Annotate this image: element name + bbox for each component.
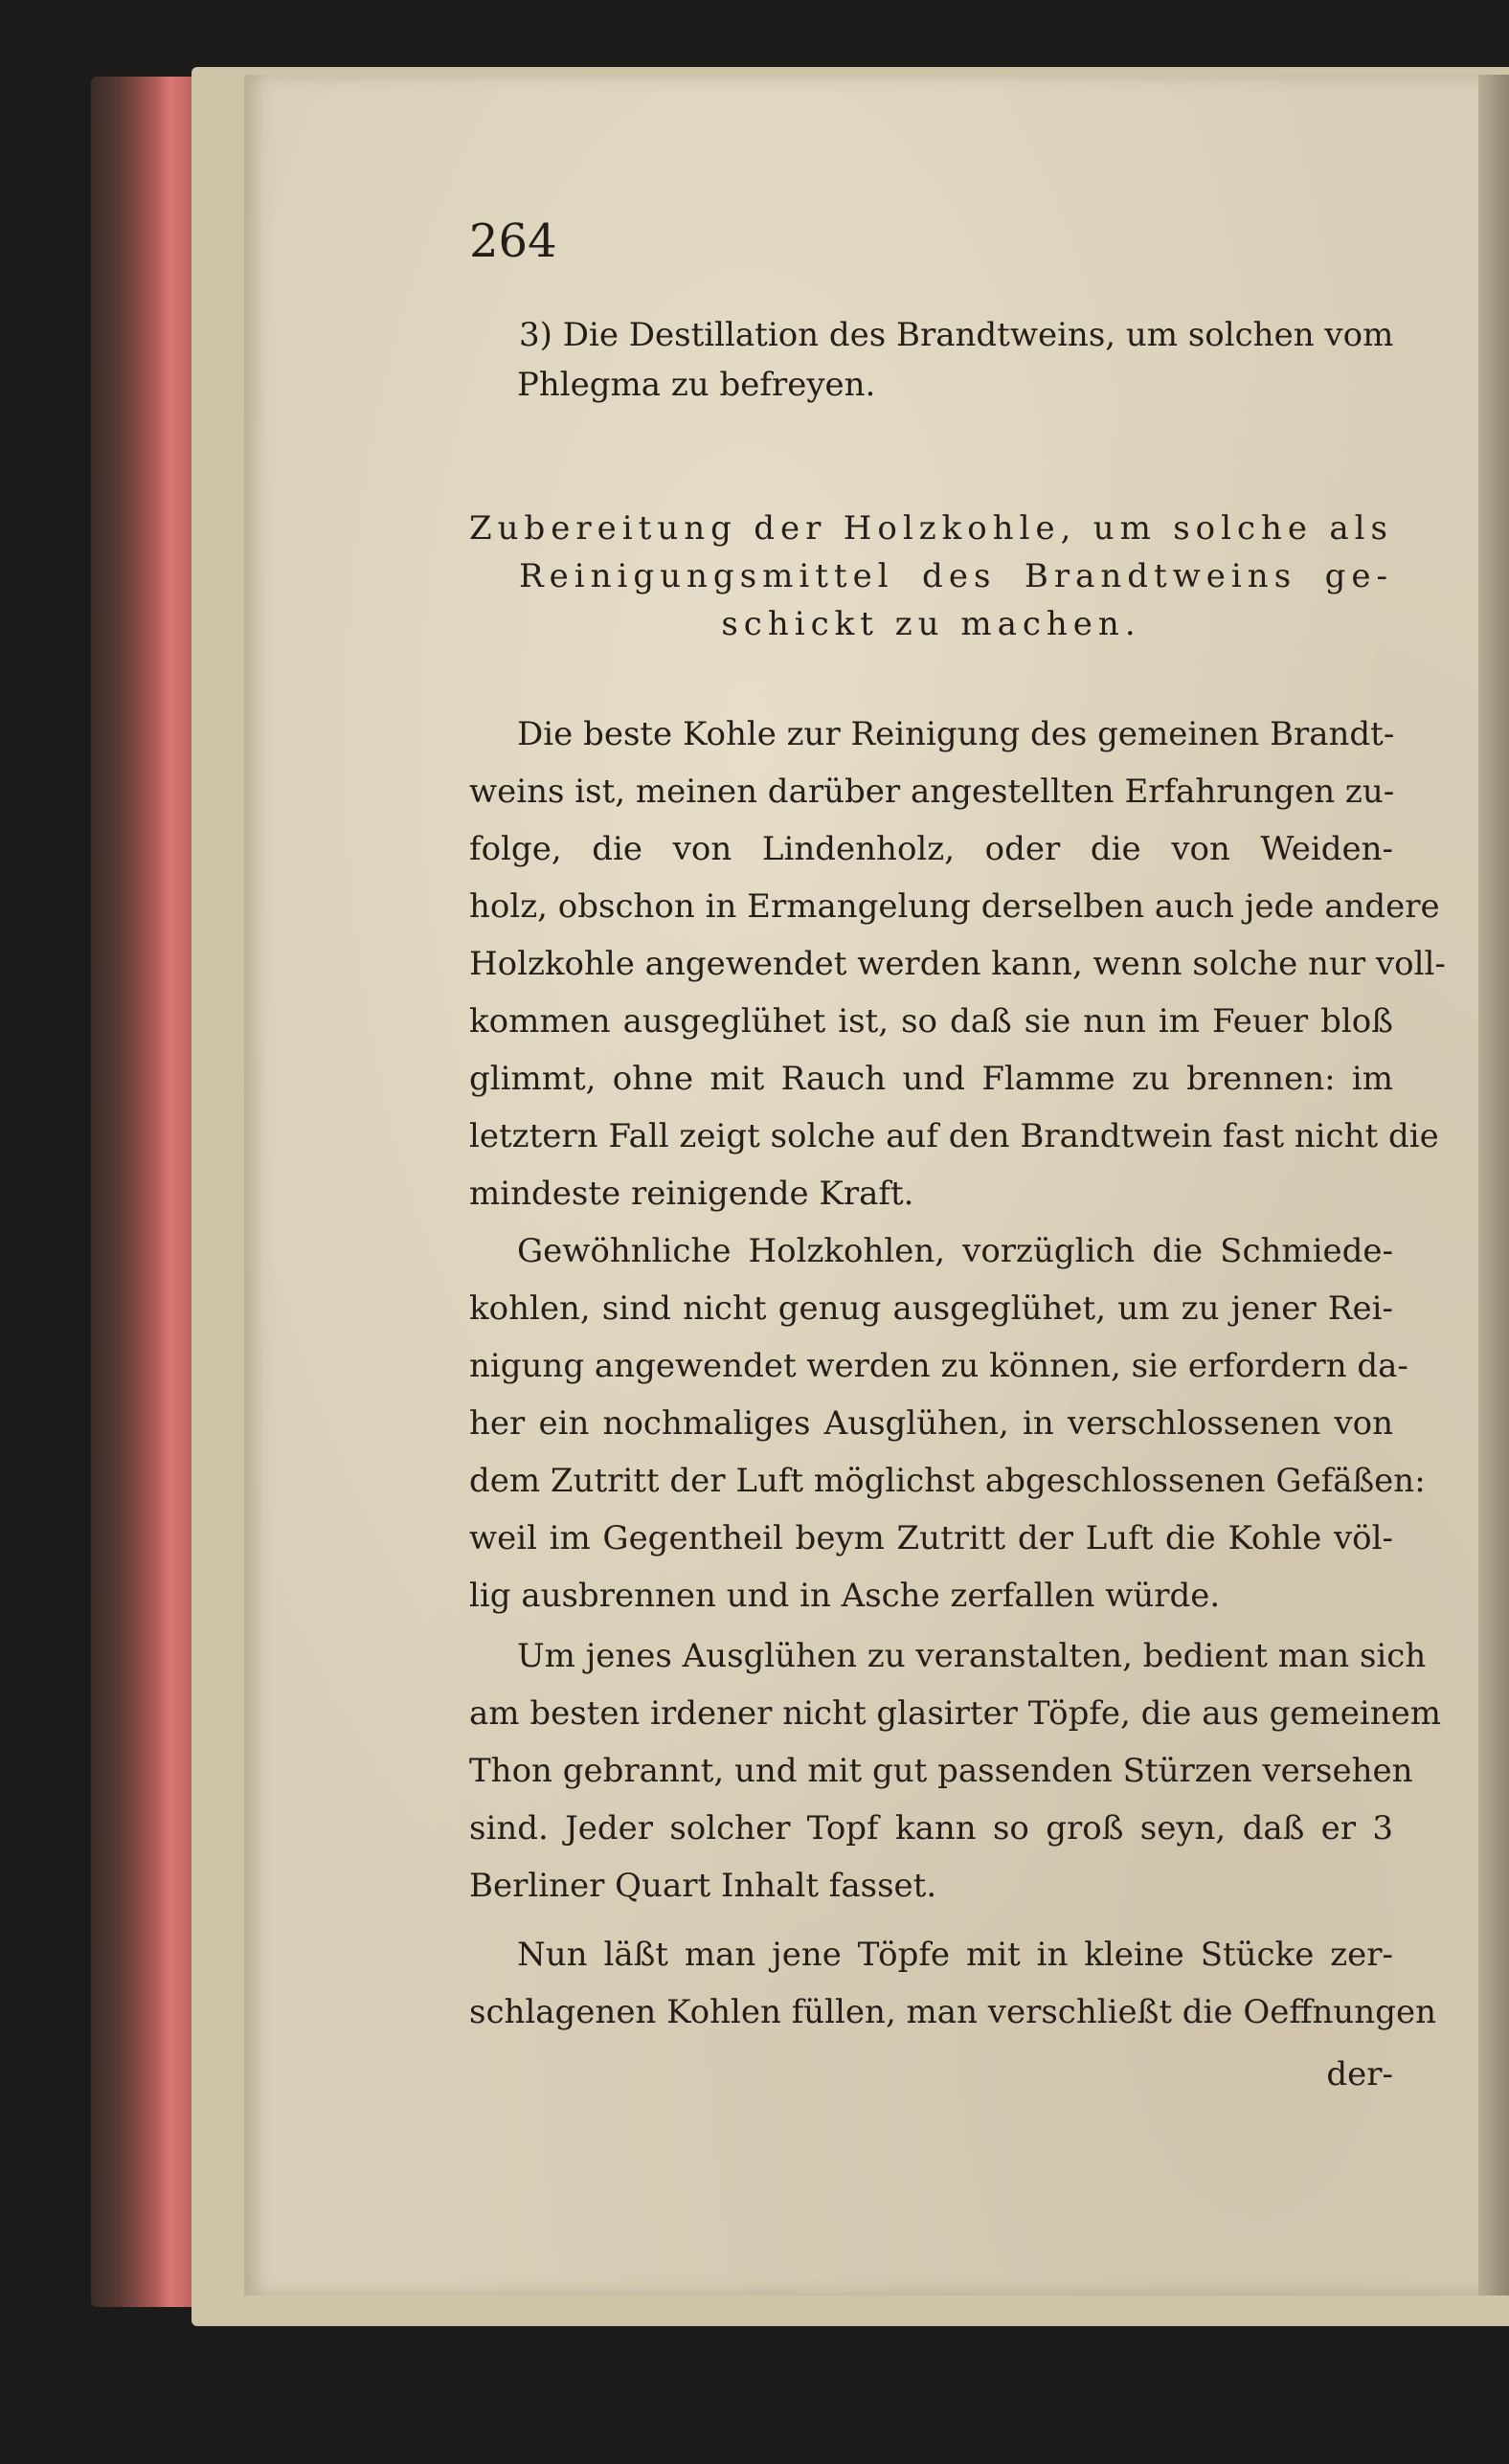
body-line: kohlen, sind nicht genug ausgeglühet, um zu jener Rei- bbox=[469, 1289, 1393, 1328]
page-number: 264 bbox=[469, 214, 557, 268]
body-line: Nun läßt man jene Töpfe mit in kleine Stücke zer- bbox=[517, 1936, 1393, 1974]
body-line: Holzkohle angewendet werden kann, wenn solche nur voll- bbox=[469, 945, 1446, 983]
body-line: weins ist, meinen darüber angestellten Erfahrungen zu- bbox=[469, 773, 1395, 811]
body-line: kommen ausgeglühet ist, so daß sie nun im Feuer bloß bbox=[469, 1002, 1393, 1041]
facing-page-edge bbox=[1478, 75, 1509, 2296]
body-line: dem Zutritt der Luft möglichst abgeschlossenen Gefäßen: bbox=[469, 1462, 1426, 1500]
body-line: letztern Fall zeigt solche auf den Brandtwein fast nicht die bbox=[469, 1117, 1439, 1155]
catchword: der- bbox=[1326, 2055, 1393, 2094]
body-line: Berliner Quart Inhalt fasset. bbox=[469, 1867, 937, 1905]
list-item-text: Phlegma zu befreyen. bbox=[517, 366, 876, 404]
section-heading: Reinigungsmittel des Brandtweins ge- bbox=[519, 557, 1393, 595]
body-line: mindeste reinigende Kraft. bbox=[469, 1175, 914, 1213]
body-line: Thon gebrannt, und mit gut passenden Stürzen versehen bbox=[469, 1752, 1413, 1790]
body-line: Um jenes Ausglühen zu veranstalten, bedient man sich bbox=[517, 1637, 1427, 1675]
body-line: Die beste Kohle zur Reinigung des gemeinen Brandt- bbox=[517, 715, 1395, 753]
body-line: folge, die von Lindenholz, oder die von Weiden- bbox=[469, 830, 1393, 868]
body-line: her ein nochmaliges Ausglühen, in verschlossenen von bbox=[469, 1404, 1393, 1443]
body-line: holz, obschon in Ermangelung derselben auch jede andere bbox=[469, 887, 1440, 926]
body-line: Gewöhnliche Holzkohlen, vorzüglich die Schmiede- bbox=[517, 1232, 1393, 1270]
body-line: nigung angewendet werden zu können, sie erfordern da- bbox=[469, 1347, 1408, 1385]
body-line: sind. Jeder solcher Topf kann so groß seyn, daß er 3 bbox=[469, 1809, 1393, 1848]
section-heading: schickt zu machen. bbox=[721, 605, 1141, 643]
body-line: weil im Gegentheil beym Zutritt der Luft die Kohle völ- bbox=[469, 1519, 1393, 1557]
body-line: schlagenen Kohlen füllen, man verschließt die Oeffnungen bbox=[469, 1993, 1436, 2031]
body-line: lig ausbrennen und in Asche zerfallen würde. bbox=[469, 1577, 1221, 1615]
list-item-text: 3) Die Destillation des Brandtweins, um solchen vom bbox=[519, 316, 1394, 354]
body-line: glimmt, ohne mit Rauch und Flamme zu brennen: im bbox=[469, 1060, 1393, 1098]
section-heading: Zubereitung der Holzkohle, um solche als bbox=[469, 509, 1393, 548]
body-line: am besten irdener nicht glasirter Töpfe, die aus gemeinem bbox=[469, 1694, 1442, 1733]
